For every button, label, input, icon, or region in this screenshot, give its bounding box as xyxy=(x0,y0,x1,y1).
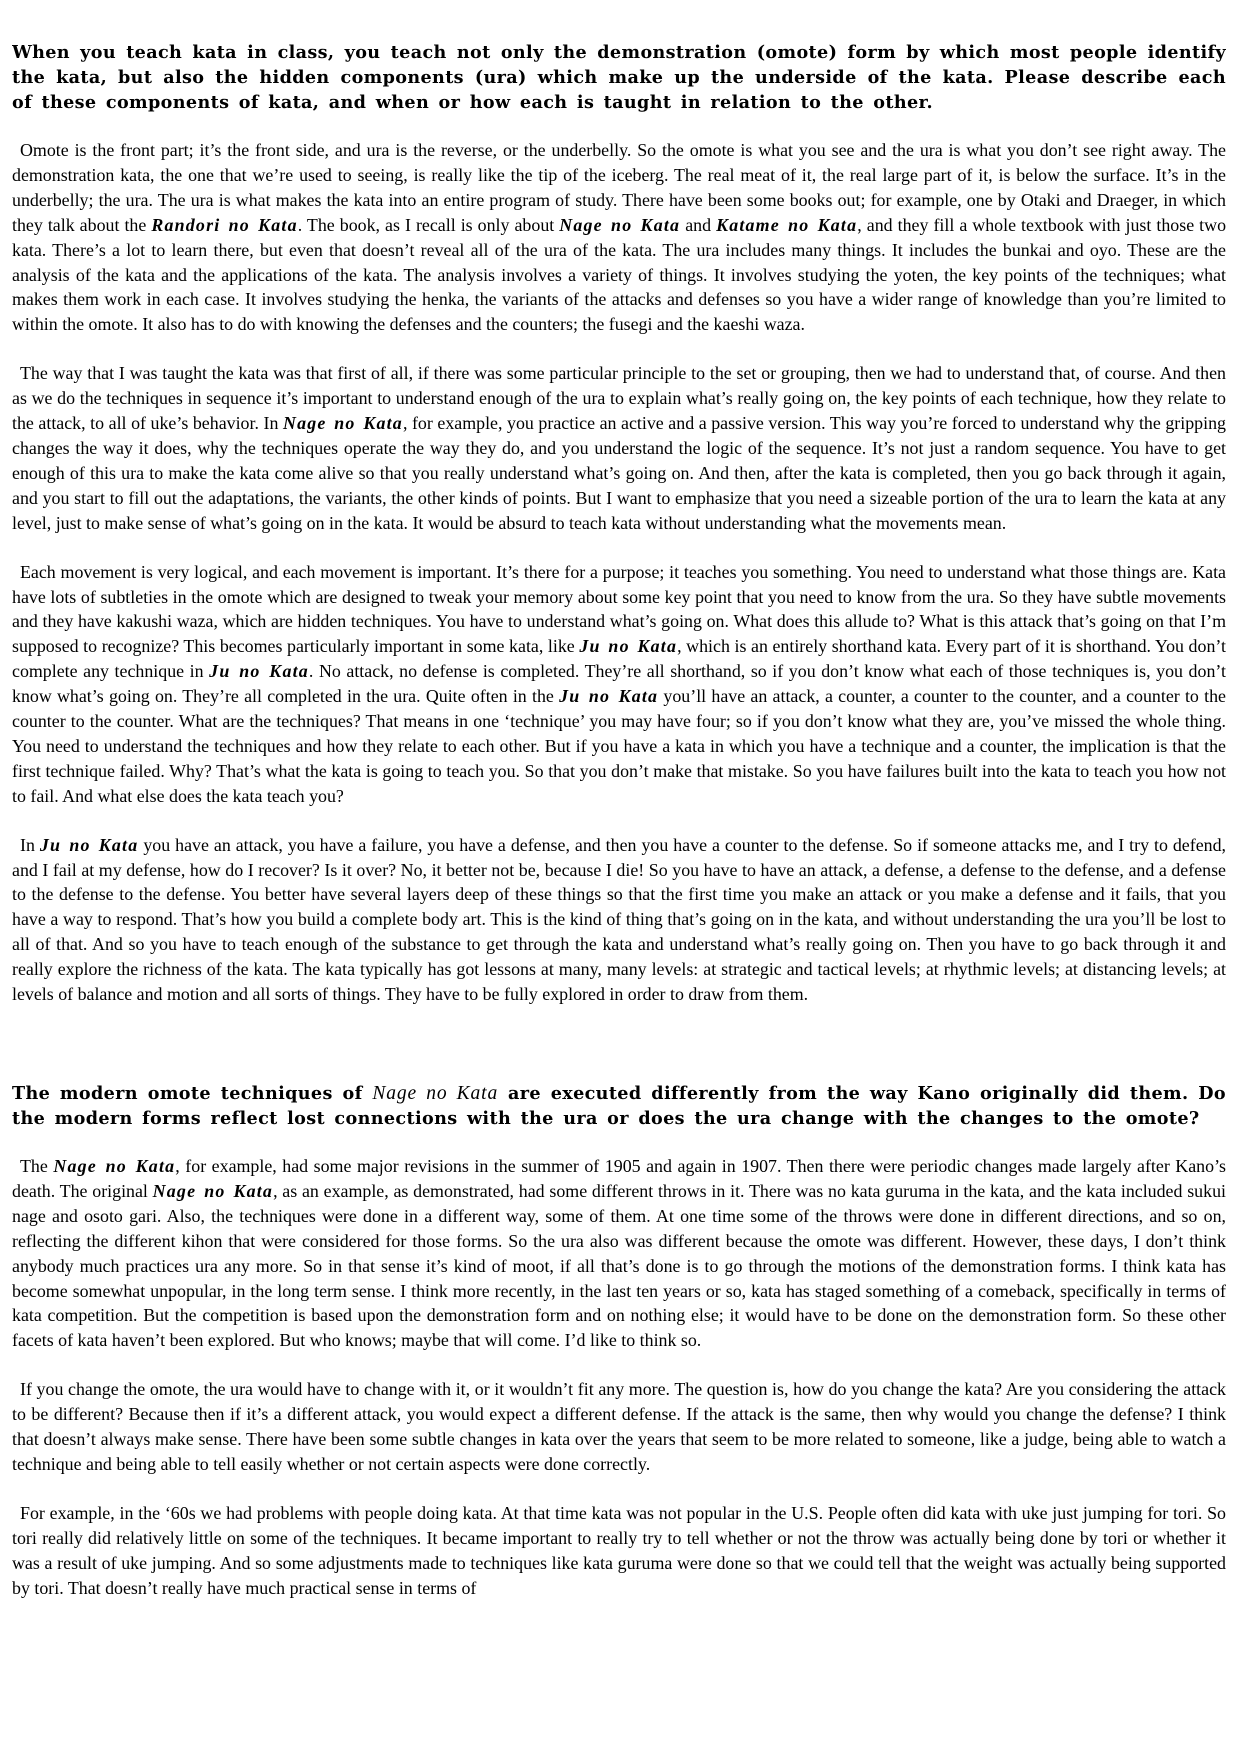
kata-title: Ju no Kata xyxy=(209,661,309,682)
answer-paragraph-1: Omote is the front part; it’s the front side, and ura is the reverse, or the underbelly. So the omote is what you see and the ura is what you don’t see right away. The demonstration kata, the one that we’re used to seeing, is really like the tip of the iceberg. The real meat of it, the real large part of it, is below the surface. It’s in the underbelly; the ura. The ura is what makes the kata into an entire program of study. There have been some books out; for example, one by Otaki and Draeger, in which they talk about the Randori no Kata. The book, as I recall is only about Nage no Kata and Katame no Kata, and they fill a whole textbook with just those two kata. There’s a lot to learn there, but even that doesn’t reveal all of the ura of the kata. The ura includes many things. It includes the bunkai and oyo. These are the analysis of the kata and the applications of the kata. The analysis involves a variety of things. It involves studying the yoten, the key points of the techniques; what makes them work in each case. It involves studying the henka, the variants of the attacks and defenses so you have a wider range of knowledge than you’re limited to within the omote. It also has to do with knowing the defenses and the counters; the fusegi and the kaeshi waza. xyxy=(12,140,1226,335)
answer-paragraph-7: For example, in the ‘60s we had problems with people doing kata. At that time kata was not popular in the U.S. People often did kata with uke just jumping for tori. So tori really did relatively little on some of the techniques. It became important to really try to tell whether or not the throw was actually being done by tori or whether it was a result of uke jumping. And so some adjustments made to techniques like kata guruma were done so that we could tell that the weight was actually being supported by tori. That doesn’t really have much practical sense in terms of xyxy=(12,1502,1226,1598)
kata-title: Randori no Kata xyxy=(151,214,298,235)
kata-title: Nage no Kata xyxy=(559,214,681,235)
answer-paragraph-2: The way that I was taught the kata was that first of all, if there was some particular principle to the set or grouping, then we had to understand that, of course. And then as we do the techniques in sequence it’s important to understand enough of the ura to explain what’s really going on, the key points of each technique, how they relate to the attack, to all of uke’s behavior. In Nage no Kata, for example, you practice an active and a passive version. This way you’re forced to understand why the gripping changes the way it does, why the techniques operate the way they do, and you understand the logic of the sequence. It’s not just a random sequence. You have to get enough of this ura to make the kata come alive so that you really understand what’s going on. And then, after the kata is completed, then you go back through it again, and you start to fill out the adaptations, the variants, the other kinds of points. But I want to emphasize that you need a sizeable portion of the ura to learn the kata at any level, just to make sense of what’s going on in the kata. It would be absurd to teach kata without understanding what the movements mean. xyxy=(12,363,1226,533)
kata-title: Ju no Kata xyxy=(559,686,659,707)
kata-title: Nage no Kata xyxy=(53,1156,176,1176)
answer-paragraph-5: The Nage no Kata, for example, had some major revisions in the summer of 1905 and again in 1907. Then there were periodic changes made largely after Kano’s death. The original Nage no Kata, as an example, as demonstrated, had some different throws in it. There was no kata guruma in the kata, and the kata included sukui nage and osoto gari. Also, the techniques were done in a different way, some of them. At one time some of the throws were done in different directions, and so on, reflecting the different kihon that were considered for those forms. So the ura also was different because the omote was different. However, these days, I don’t think anybody much practices ura any more. So in that sense it’s kind of moot, if all that’s done is to go through the motions of the demonstration forms. I think kata has become somewhat unpopular, in the long term sense. I think more recently, in the last ten years or so, kata has staged something of a comeback, specifically in terms of kata competition. But the competition is based upon the demonstration form and on nothing else; it would have to be done on the demonstration form. So these other facets of kata haven’t been explored. But who knows; maybe that will come. I’d like to think so. xyxy=(12,1156,1226,1351)
kata-title: Nage no Kata xyxy=(152,1180,274,1201)
document-page xyxy=(12,40,1226,1754)
answer-paragraph-3: Each movement is very logical, and each movement is important. It’s there for a purpose; it teaches you something. You need to understand what those things are. Kata have lots of subtleties in the omote which are designed to tweak your memory about some key point that you need to know from the ura. So they have subtle movements and they have kakushi waza, which are hidden techniques. You have to understand what’s going on. What does this allude to? What is this attack that’s going on that I’m supposed to recognize? This becomes particularly important in some kata, like Ju no Kata, which is an entirely shorthand kata. Every part of it is shorthand. You don’t complete any technique in Ju no Kata. No attack, no defense is completed. They’re all shorthand, so if you don’t know what each of those techniques is, you don’t know what’s going on. They’re all completed in the ura. Quite often in the Ju no Kata you’ll have an attack, a counter, a counter to the counter, and a counter to the counter to the counter. What are the techniques? That means in one ‘technique’ you may have four; so if you don’t know what they are, you’ve missed the whole thing. You need to understand the techniques and how they relate to each other. But if you have a kata in which you have a technique and a counter, the implication is that the first technique failed. Why? That’s what the kata is going to teach you. So that you don’t make that mistake. So you have failures built into the kata to teach you how not to fail. And what else does the kata teach you? xyxy=(12,561,1226,806)
answer-paragraph-6: If you change the omote, the ura would have to change with it, or it wouldn’t fit any more. The question is, how do you change the kata? Are you considering the attack to be different? Because then if it’s a different attack, you would expect a different defense. If the attack is the same, then why would you change the defense? I think that doesn’t always make sense. There have been some subtle changes in kata over the years that seem to be more related to someone, like a judge, being able to watch a technique and being able to tell easily whether or not certain aspects were done correctly. xyxy=(12,1379,1226,1474)
question-2: The modern omote techniques of Nage no Kata are executed differently from the way Kano originally did them. Do the modern forms reflect lost connections with the ura or does the ura change with the changes to the omote? xyxy=(12,1083,1226,1129)
answer-paragraph-4: In Ju no Kata you have an attack, you have a failure, you have a defense, and then you have a counter to the defense. So if someone attacks me, and I try to defend, and I fail at my defense, how do I recover? Is it over? No, it better not be, because I die! So you have to have an attack, a defense, a defense to the defense, and a defense to the defense to the defense. You better have several layers deep of these things so that the first time you make an attack or you make a defense and it fails, that you have a way to respond. That’s how you build a complete body art. This is the kind of thing that’s going on in the kata, and without understanding the ura you’ll be lost to all of that. And so you have to teach enough of the substance to get through the kata and understand what’s really going on. Then you have to go back through it and really explore the richness of the kata. The kata typically has got lessons at many, many levels: at strategic and tactical levels; at rhythmic levels; at distancing levels; at levels of balance and motion and all sorts of things. They have to be fully explored in order to draw from them. xyxy=(12,834,1226,1005)
kata-title: Ju no Kata xyxy=(579,636,678,657)
kata-title: Ju no Kata xyxy=(39,834,139,855)
kata-title: Nage no Kata xyxy=(372,1083,499,1104)
question-1: When you teach kata in class, you teach not only the demonstration (omote) form by which most people identify the kata, but also the hidden components (ura) which make up the underside of the kata. Please describe each of these components of kata, and when or how each is taught in relation to the other. xyxy=(12,42,1226,113)
kata-title: Nage no Kata xyxy=(282,413,403,434)
kata-title: Katame no Kata xyxy=(716,214,858,235)
